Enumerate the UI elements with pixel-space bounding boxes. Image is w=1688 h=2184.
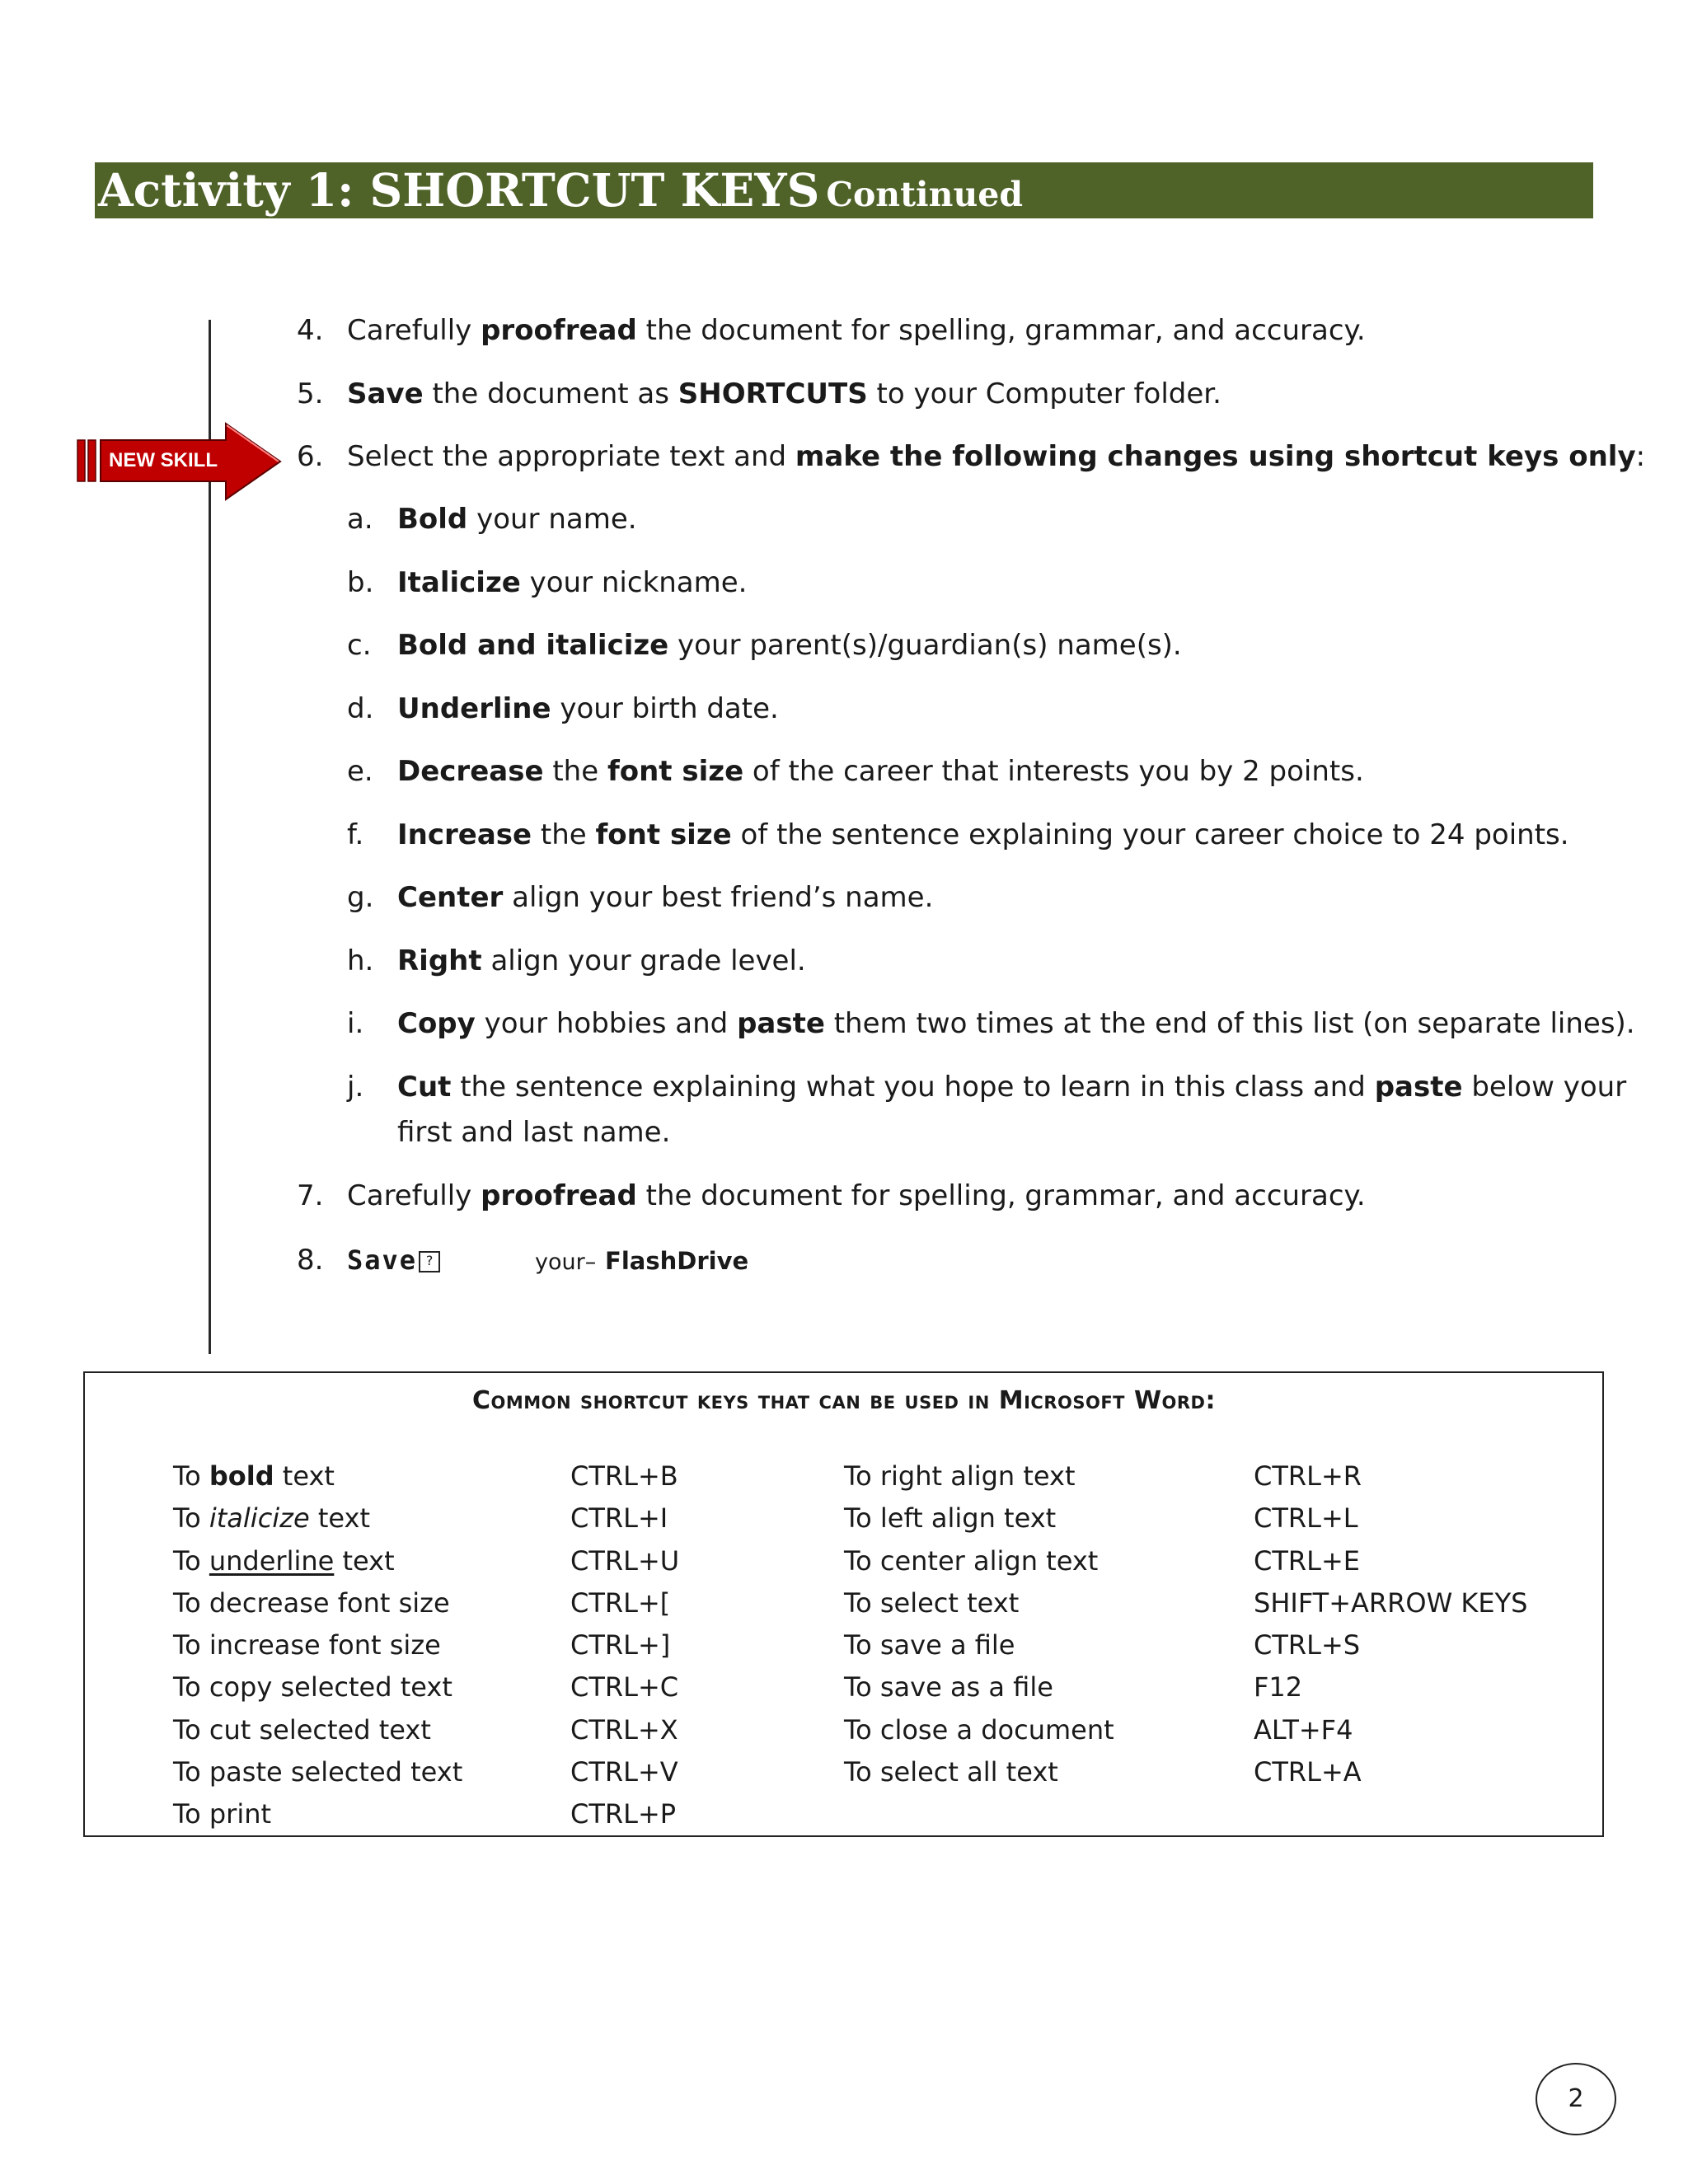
substep-text: Center align your best friend’s name. [397, 881, 934, 914]
new-skill-badge [76, 422, 282, 501]
step-text: Select the appropriate text and make the following changes using shortcut keys only: [347, 440, 1646, 473]
shortcut-key: CTRL+S [1254, 1629, 1361, 1661]
shortcut-label: To cut selected text [173, 1714, 431, 1746]
missing-glyph-icon: ? [419, 1251, 440, 1272]
shortcut-label: To save a file [844, 1629, 1015, 1661]
substep-letter: b. [347, 566, 374, 599]
substep-letter: a. [347, 503, 373, 536]
shortcut-label: To left align text [844, 1502, 1057, 1534]
step-number: 5. [297, 377, 324, 410]
shortcut-key: SHIFT+ARROW KEYS [1254, 1587, 1528, 1619]
shortcut-label: To copy selected text [173, 1671, 452, 1703]
substep-text: Right align your grade level. [397, 944, 806, 977]
step-8-fragment: your– FlashDrive [535, 1247, 749, 1275]
shortcut-key: CTRL+V [570, 1756, 678, 1788]
substep-text-continued: first and last name. [397, 1116, 671, 1149]
substep-text: Bold your name. [397, 503, 637, 536]
step-number: 8. [297, 1244, 324, 1277]
shortcut-key: ALT+F4 [1254, 1714, 1353, 1746]
shortcut-key: CTRL+A [1254, 1756, 1362, 1788]
shortcut-label: To increase font size [173, 1629, 441, 1661]
step-text: Carefully proofread the document for spelling, grammar, and accuracy. [347, 314, 1366, 347]
step-text [347, 1238, 440, 1283]
shortcut-keys-title: Common shortcut keys that can be used in Microsoft Word: [471, 1386, 1216, 1415]
substep-text: Bold and italicize your parent(s)/guardian(s) name(s). [397, 629, 1182, 662]
shortcut-key: CTRL+U [570, 1545, 680, 1577]
substep-letter: d. [347, 692, 374, 725]
substep-letter: i. [347, 1007, 364, 1040]
shortcut-label: To underline text [173, 1545, 395, 1577]
shortcut-label: To select all text [844, 1756, 1058, 1788]
substep-text: Copy your hobbies and paste them two times at the end of this list (on separate lines). [397, 1007, 1635, 1040]
substep-letter: h. [347, 944, 374, 977]
shortcut-key: CTRL+] [570, 1629, 671, 1661]
shortcut-label: To bold text [173, 1460, 335, 1492]
activity-header-banner [95, 162, 1593, 218]
step-text: Save the document as SHORTCUTS to your Computer folder. [347, 377, 1221, 410]
substep-text: Underline your birth date. [397, 692, 779, 725]
substep-letter: e. [347, 755, 373, 788]
step-number: 4. [297, 314, 324, 347]
step-number: 7. [297, 1179, 324, 1212]
shortcut-label: To save as a file [844, 1671, 1053, 1703]
substep-text: Italicize your nickname. [397, 566, 748, 599]
shortcut-key: CTRL+L [1254, 1502, 1358, 1534]
save-word: Save [347, 1244, 418, 1276]
new-skill-label: NEW SKILL [109, 449, 218, 471]
shortcut-label: To italicize text [173, 1502, 370, 1534]
step-text: Carefully proofread the document for spelling, grammar, and accuracy. [347, 1179, 1366, 1212]
shortcut-label: To close a document [844, 1714, 1114, 1746]
activity-title: Activity 1: SHORTCUT KEYS [98, 163, 820, 217]
shortcut-label: To decrease font size [173, 1587, 450, 1619]
substep-letter: j. [347, 1071, 364, 1104]
shortcut-label: To paste selected text [173, 1756, 463, 1788]
shortcut-key: CTRL+[ [570, 1587, 671, 1619]
substep-text: Cut the sentence explaining what you hope to learn in this class and paste below your [397, 1071, 1627, 1104]
substep-text: Decrease the font size of the career that interests you by 2 points. [397, 755, 1364, 788]
shortcut-key: CTRL+R [1254, 1460, 1362, 1492]
shortcut-label: To center align text [844, 1545, 1099, 1577]
shortcut-label: To right align text [844, 1460, 1076, 1492]
shortcut-label: To select text [844, 1587, 1020, 1619]
activity-title-continued: Continued [826, 175, 1024, 214]
substep-letter: f. [347, 818, 364, 851]
shortcut-key: CTRL+X [570, 1714, 678, 1746]
shortcut-key: CTRL+E [1254, 1545, 1360, 1577]
substep-letter: g. [347, 881, 374, 914]
shortcut-key: CTRL+P [570, 1798, 677, 1830]
step-number: 6. [297, 440, 324, 473]
shortcut-key: F12 [1254, 1671, 1303, 1703]
shortcut-key: CTRL+C [570, 1671, 679, 1703]
shortcut-key: CTRL+B [570, 1460, 678, 1492]
shortcut-label: To print [173, 1798, 272, 1830]
page-number: 2 [1536, 2063, 1616, 2135]
shortcut-key: CTRL+I [570, 1502, 668, 1534]
substep-text: Increase the font size of the sentence explaining your career choice to 24 points. [397, 818, 1569, 851]
substep-letter: c. [347, 629, 372, 662]
